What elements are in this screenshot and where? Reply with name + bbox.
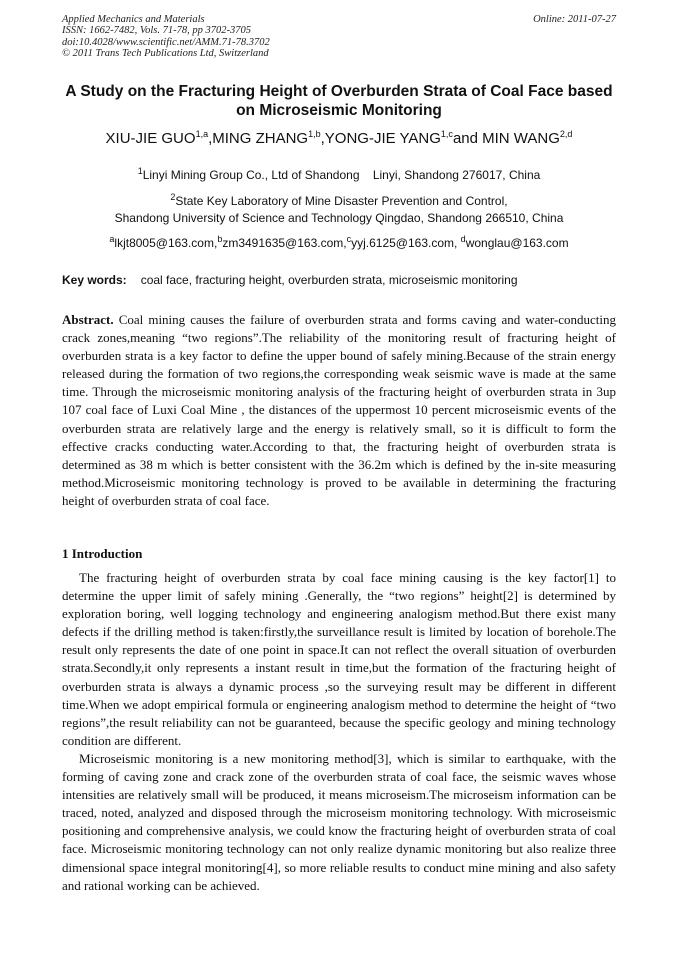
email-address[interactable]: zm3491635@163.com,: [222, 236, 347, 250]
keywords-label: Key words:: [62, 273, 127, 287]
abstract-paragraph: [62, 311, 616, 510]
email-sup: b: [217, 234, 223, 244]
doi-line: doi:10.4028/www.scientific.net/AMM.71-78.3702: [62, 36, 270, 48]
affiliation-2-line2: Shandong University of Science and Technology Qingdao, Shandong 266510, China: [114, 211, 564, 225]
email-sup: d: [460, 234, 466, 244]
affiliation-text: State Key Laboratory of Mine Disaster Prevention and Control,: [175, 194, 508, 208]
online-date: Online: 2011-07-27: [533, 14, 616, 25]
author-sup: 1,c: [440, 129, 453, 139]
affiliation-1: [62, 166, 616, 184]
email-sup: c: [346, 234, 352, 244]
journal-header: [62, 14, 616, 60]
author-sup: 1,a: [195, 129, 209, 139]
email-address[interactable]: yyj.6125@163.com,: [351, 236, 461, 250]
affiliation-sup: 1: [137, 166, 143, 176]
keywords: [62, 271, 616, 289]
abstract-text: Coal mining causes the failure of overburden strata and forms caving and water-conducting crack zones,meaning “two regions”.The reliability of the monitoring result of fracturing height of overburden strata is a key factor to define the upper bound of safely mining.Because of the strain energy released during the formation of two regions,the corresponding weak seismic wave is made at the same time. Through the microseismic monitoring analysis of the fracturing height of overburden strata in 3up 107 coal face of Luxi Coal Mine , the distances of the uppermost 10 percent microseismic events of the overburden strata are relatively large and the energy is relatively small, so it is difficult to form the effective cracks conducting water.According to that, the fracturing height of overburden strata is determined as 38 m which is better consistent with the 36.2m which is defined by the in-site measuring method.Microseismic monitoring technology is proved to be available in determining the fracturing height of overburden strata of coal face.: [62, 312, 617, 508]
author-list: XIU-JIE GUO$^{1,a}$,MING ZHANG$^{1,b}$,YONG-JIE YANG$^{1,c}$and MIN WANG$^{2,d}$: [105, 129, 573, 147]
affiliation-2: [62, 192, 616, 210]
author-name: YONG-JIE YANG: [324, 130, 441, 147]
abstract-label: Abstract.: [62, 312, 114, 327]
issn-line: ISSN: 1662-7482, Vols. 71-78, pp 3702-3705: [62, 25, 251, 37]
email-address[interactable]: lkjt8005@163.com,: [114, 236, 218, 250]
author-name: XIU-JIE GUO: [105, 130, 196, 147]
introduction-body: [62, 569, 616, 895]
copyright-line: © 2011 Trans Tech Publications Ltd, Switzerland: [62, 48, 269, 60]
journal-name: Applied Mechanics and Materials: [62, 14, 205, 25]
author-name: MIN WANG: [482, 130, 560, 147]
email-address[interactable]: wonglau@163.com: [465, 236, 569, 250]
abstract: [62, 311, 616, 510]
intro-paragraph: Microseismic monitoring is a new monitoring method[3], which is similar to earthquake, with the forming of caving zone and crack zone of the overburden strata of coal face, the seismic waves whose intensities are relatively small will be produced, it means microseism.The microseism information can be traced, noted, analyzed and disposed through the microseism monitoring technology. With microseismic positioning and comprehensive analysis, we could know the fracturing height of overburden strata of coal face. Microseismic monitoring technology can not only realize dynamic monitoring but also realize three dimensional space integral monitoring[4], so more reliable results to conduct mine mining and also safety and rational working can be achieved.: [62, 750, 616, 893]
email-line: [62, 234, 616, 252]
email-sup: a: [109, 234, 115, 244]
paper-title: A Study on the Fracturing Height of Overburden Strata of Coal Face based on Microseismic Monitoring: [65, 83, 613, 119]
author-name: MING ZHANG: [212, 130, 309, 147]
keywords-text: coal face, fracturing height, overburden strata, microseismic monitoring: [140, 273, 518, 287]
affiliation-text: Linyi Mining Group Co., Ltd of Shandong Linyi, Shandong 276017, China: [142, 168, 541, 182]
affiliation-sup: 2: [170, 192, 176, 202]
author-sup: 1,b: [308, 129, 321, 139]
author-sup: 2,d: [559, 129, 573, 139]
intro-paragraph: The fracturing height of overburden strata by coal face mining causing is the key factor[1] to determine the upper limit of safely mining .Generally, the “two regions” height[2] is determined by exploration boring, well logging technology and engineering analogism method.But there exist many defects if the drilling method is taken:firstly,the surveillance result is limited by location of borehole.The result only represents the date of one point in space.It can not reflect the overall situation of overburden strata.Secondly,it only represents a instant result in time,but the formation of the fracturing height of overburden strata is always a dynamic process ,so the surveying result may be different in different time.When we adopt empirical formula or engineering analogism method to determine the height of “two regions”,the result reliability can not be guaranteed, because the specific geology and mining technology condition are different.: [62, 570, 616, 748]
section-heading: 1 Introduction: [62, 546, 143, 561]
